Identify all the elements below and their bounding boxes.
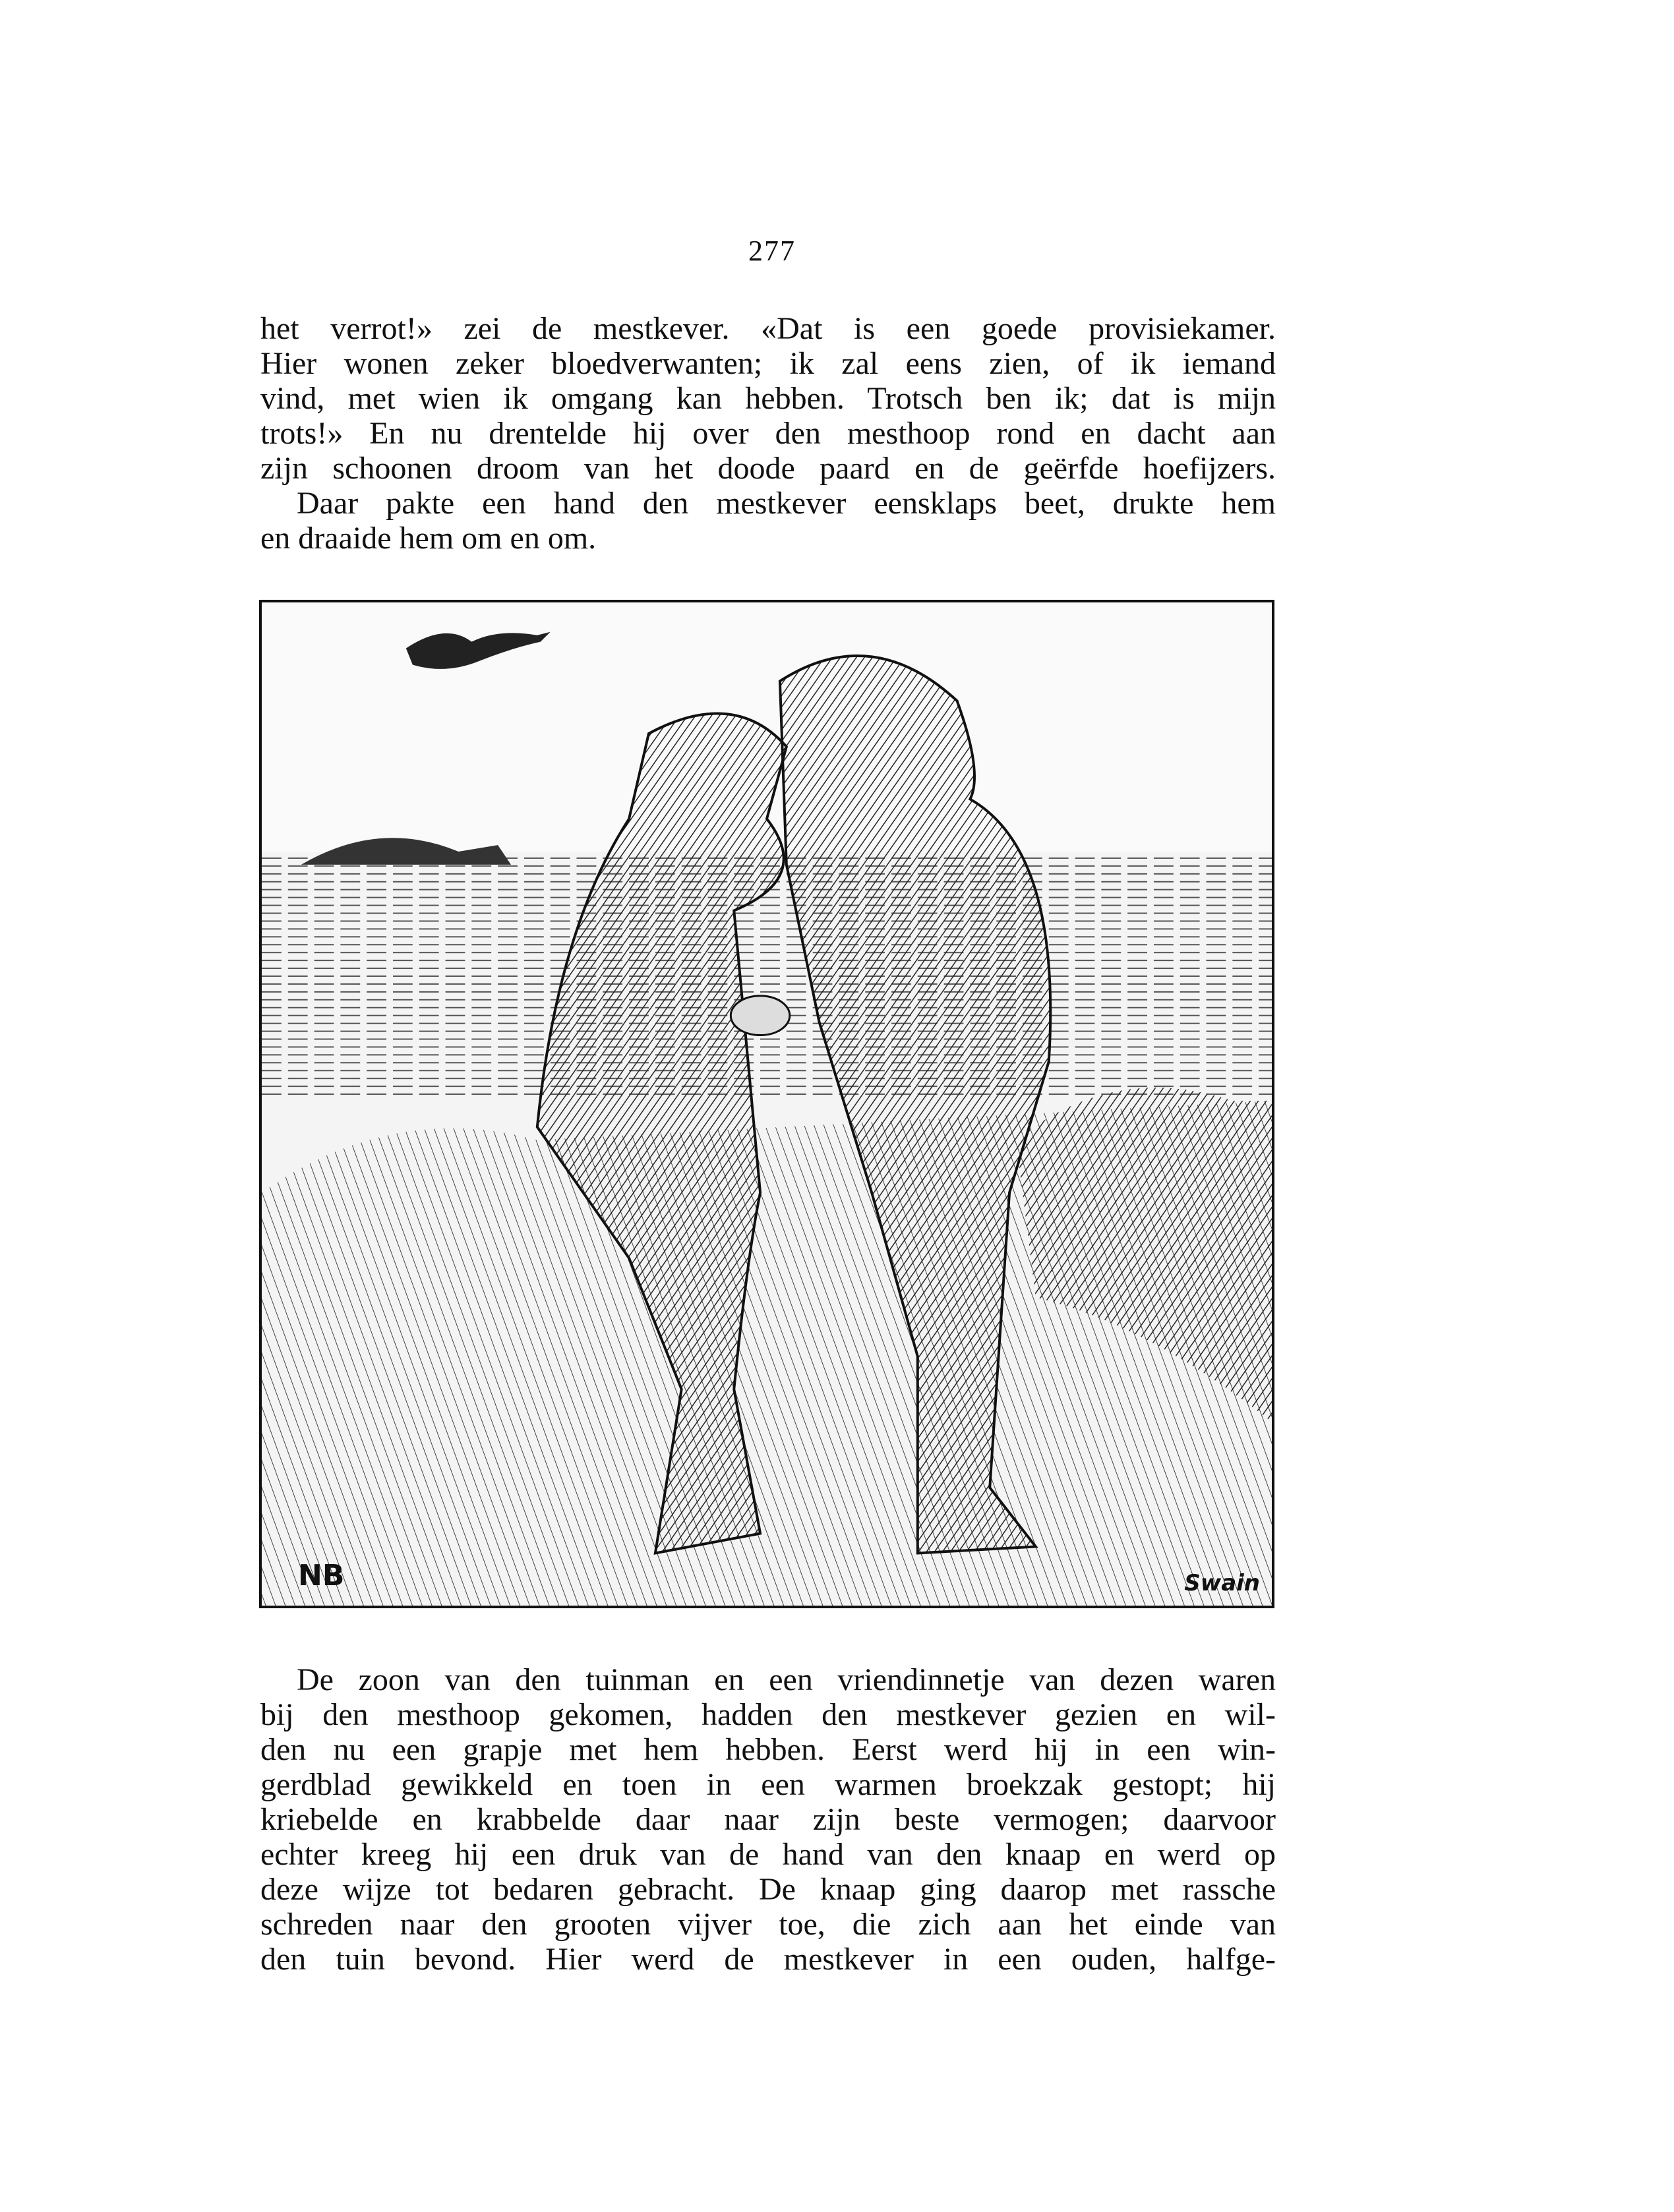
text-line: echter kreeg hij een druk van de hand van den knaap en werd op [260,1837,1276,1872]
text-line: gerdblad gewikkeld en toen in een warmen broekzak gestopt; hij [260,1767,1276,1802]
text-line: bij den mesthoop gekomen, hadden den mestkever gezien en wil- [260,1697,1276,1732]
artist-monogram: NB [298,1559,345,1592]
text-line: deze wijze tot bedaren gebracht. De knaap ging daarop met rassche [260,1872,1276,1907]
text-line: den nu een grapje met hem hebben. Eerst werd hij in een win- [260,1732,1276,1767]
page-number: 277 [748,235,796,267]
engraving-illustration [259,600,1274,1608]
text-line: den tuin bevond. Hier werd de mestkever in een ouden, halfge- [260,1942,1276,1977]
engraver-signature: Swain [1184,1570,1260,1596]
paragraph-bottom [260,1662,1276,1977]
text-line: De zoon van den tuinman en een vriendinnetje van dezen waren [297,1662,1276,1697]
text-line: het verrot!» zei de mestkever. «Dat is een goede provisiekamer. [260,311,1276,346]
paragraph-top [260,311,1276,556]
text-line: vind, met wien ik omgang kan hebben. Trotsch ben ik; dat is mijn [260,381,1276,416]
engraving-image [262,602,1272,1606]
text-line: schreden naar den grooten vijver toe, die zich aan het einde van [260,1907,1276,1942]
text-line: en draaide hem om en om. [260,521,597,556]
text-line: Daar pakte een hand den mestkever eensklaps beet, drukte hem [297,486,1276,521]
text-line: Hier wonen zeker bloedverwanten; ik zal eens zien, of ik iemand [260,346,1276,381]
text-line: zijn schoonen droom van het doode paard en de geërfde hoefijzers. [260,451,1276,486]
text-line: kriebelde en krabbelde daar naar zijn beste vermogen; daarvoor [260,1802,1276,1837]
text-line: trots!» En nu drentelde hij over den mesthoop rond en dacht aan [260,416,1276,451]
